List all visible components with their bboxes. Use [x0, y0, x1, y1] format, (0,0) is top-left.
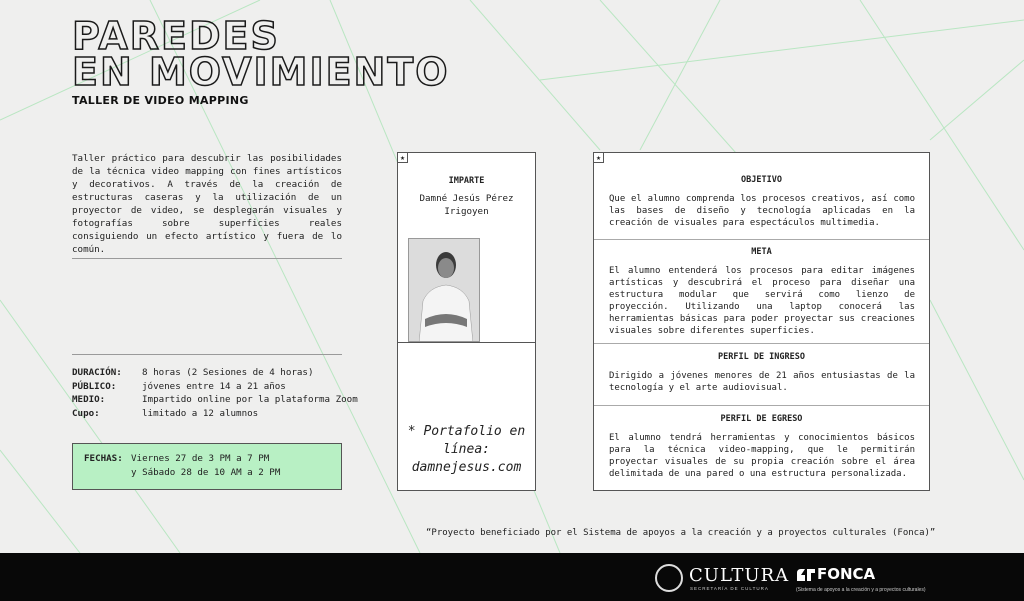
portfolio-link[interactable]: * Portafolio en línea: damnejesus.com — [407, 424, 526, 475]
section-body: El alumno entenderá los procesos para editar imágenes artísticas y descubrirá el proceso para diseñar una estructura modular que servirá como lienzo de proyección. Utilizando una laptop conocerá las herramientas básicas para poder proyectar sus creaciones visuales sobre diferentes superficies. — [609, 266, 915, 336]
detail-row — [72, 366, 358, 380]
star-icon: ★ — [593, 152, 604, 163]
section-heading: OBJETIVO — [741, 175, 782, 185]
section-perfil-ingreso — [594, 343, 929, 394]
objectives-card — [593, 152, 930, 491]
detail-value: 8 horas (2 Sesiones de 4 horas) — [142, 367, 314, 378]
section-perfil-egreso — [594, 405, 929, 480]
title-line-2: EN MOVIMIENTO — [72, 50, 450, 94]
fonca-logo-text: FONCA — [817, 565, 876, 583]
fonca-subtext: (Sistema de apoyos a la creación y a proyectos culturales) — [796, 587, 926, 593]
details-list — [72, 366, 358, 420]
section-body: Que el alumno comprenda los procesos creativos, así como las bases de diseño y tecnología aplicadas en la creación de visuales para espectáculos multimedia. — [609, 194, 915, 228]
section-body: Dirigido a jóvenes menores de 21 años entusiastas de la tecnología y el arte audiovisual. — [609, 371, 915, 393]
section-objetivo — [594, 153, 929, 229]
instructor-photo — [408, 238, 480, 342]
dates-box — [72, 443, 342, 490]
divider — [72, 354, 342, 355]
cultura-logo-text: CULTURA — [689, 565, 790, 586]
cultura-subtext: SECRETARÍA DE CULTURA — [690, 586, 769, 591]
page-subtitle: TALLER DE VIDEO MAPPING — [72, 94, 249, 107]
instructor-name: Damné Jesús Pérez Irigoyen — [419, 193, 514, 217]
detail-label: DURACIÓN: — [72, 367, 122, 378]
title-line-1: PAREDES — [72, 14, 280, 58]
divider — [72, 258, 342, 259]
detail-label: MEDIO: — [72, 394, 106, 405]
detail-label: Cupo: — [72, 407, 100, 419]
detail-label: PÚBLICO: — [72, 380, 117, 392]
section-meta — [594, 239, 929, 337]
detail-row — [72, 380, 358, 394]
detail-value: jóvenes entre 14 a 21 años — [142, 380, 286, 392]
star-icon: ★ — [397, 152, 408, 163]
section-heading: PERFIL DE EGRESO — [720, 414, 803, 424]
page-title — [72, 14, 450, 94]
workshop-description: Taller práctico para descubrir las posibilidades de la técnica video mapping con fines artísticos y decorativos. A través de la creación de estructuras caseras y la utilización de un proyector de video, se desplegarán visuales y fotografías sobre superficies reales consiguiendo un efecto artístico y fuera de lo común. — [72, 153, 342, 255]
divider — [398, 342, 535, 343]
dates-label: FECHAS: — [84, 453, 123, 464]
detail-row — [72, 393, 358, 407]
dates-line-2: y Sábado 28 de 10 AM a 2 PM — [131, 467, 281, 478]
person-silhouette-icon — [409, 239, 480, 342]
detail-value: Impartido online por la plataforma Zoom — [142, 394, 358, 405]
dates-line-1: Viernes 27 de 3 PM a 7 PM — [131, 453, 270, 464]
detail-row — [72, 407, 358, 421]
fonca-logo-icon — [795, 567, 817, 583]
instructor-card — [397, 152, 536, 491]
funding-quote: “Proyecto beneficiado por el Sistema de apoyos a la creación y a proyectos culturales (Fonca)” — [426, 528, 936, 538]
section-heading: META — [751, 247, 772, 257]
detail-value: limitado a 12 alumnos — [142, 407, 259, 419]
instructor-heading: IMPARTE — [448, 176, 485, 186]
emblem-icon — [655, 564, 683, 592]
section-body: El alumno tendrá herramientas y conocimientos básicos para la técnica video-mapping, que le permitirán proyectar visuales de su propia creación sobre el área delimitada de una pared o una estructura personalizada. — [609, 433, 915, 479]
section-heading: PERFIL DE INGRESO — [718, 352, 805, 362]
